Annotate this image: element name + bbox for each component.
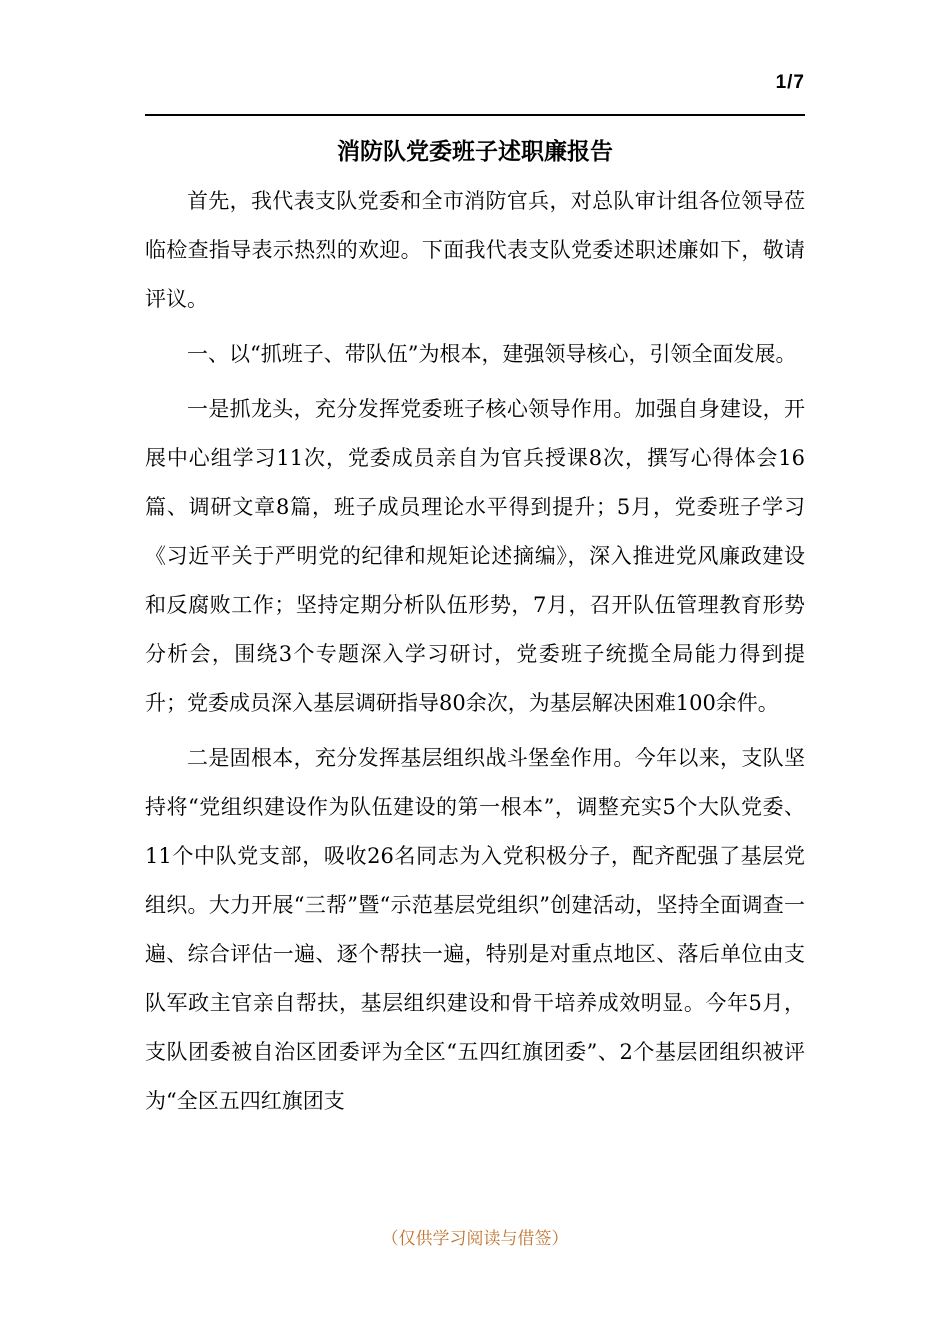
paragraph-section-heading: 一、以“抓班子、带队伍”为根本，建强领导核心，引领全面发展。 <box>187 342 797 366</box>
header-rule <box>145 114 805 116</box>
paragraph-intro: 首先，我代表支队党委和全市消防官兵，对总队审计组各位领导莅临检查指导表示热烈的欢迎。下面我代表支队党委述职述廉如下，敬请评议。 <box>145 189 805 311</box>
page-number: 1/7 <box>775 72 805 93</box>
paragraph-point-two: 二是固根本，充分发挥基层组织战斗堡垒作用。今年以来，支队坚持将“党组织建设作为队伍建设的第一根本”，调整充实5个大队党委、11个中队党支部，吸收26名同志为入党积极分子，配齐配强了基层党组织。大力开展“三帮”暨“示范基层党组织”创建活动，坚持全面调查一遍、综合评估一遍、逐个帮扶一遍，特别是对重点地区、落后单位由支队军政主官亲自帮扶，基层组织建设和骨干培养成效明显。今年5月，支队团委被自治区团委评为全区“五四红旗团委”、2个基层团组织被评为“全区五四红旗团支 <box>145 746 805 1113</box>
document-body <box>145 177 805 1132</box>
footer-note: （仅供学习阅读与借签） <box>381 1229 569 1249</box>
paragraph-point-one: 一是抓龙头，充分发挥党委班子核心领导作用。加强自身建设，开展中心组学习11次，党委成员亲自为官兵授课8次，撰写心得体会16篇、调研文章8篇，班子成员理论水平得到提升；5月，党委班子学习《习近平关于严明党的纪律和规矩论述摘编》，深入推进党风廉政建设和反腐败工作；坚持定期分析队伍形势，7月，召开队伍管理教育形势分析会，围绕3个专题深入学习研讨，党委班子统揽全局能力得到提升；党委成员深入基层调研指导80余次，为基层解决困难100余件。 <box>145 397 805 715</box>
document-title: 消防队党委班子述职廉报告 <box>337 138 613 165</box>
